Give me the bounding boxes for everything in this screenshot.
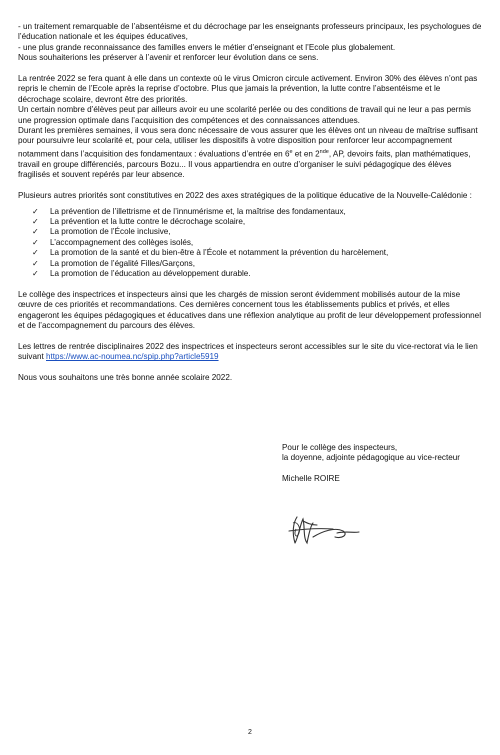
checkmark-icon: ✓ — [32, 227, 39, 237]
signatory-name: Michelle ROIRE — [282, 474, 340, 484]
intro-line-1: - un traitement remarquable de l’absentéisme et du décrochage par les enseignants professeurs principaux, les psychologues de l’éducation nationale et les équipes éducatives, — [18, 22, 482, 42]
signature-line-2: la doyenne, adjointe pédagogique au vice-recteur — [282, 453, 460, 463]
list-item: ✓ La prévention de l’illettrisme et de l’innumérisme et, la maîtrise des fondamentaux, — [32, 206, 346, 216]
signature-block — [282, 443, 482, 485]
article-link[interactable]: https://www.ac-noumea.nc/spip.php?article5919 — [46, 352, 219, 362]
checkmark-icon: ✓ — [32, 217, 39, 226]
handwritten-signature — [283, 513, 363, 547]
list-item: ✓ La promotion de l’éducation au développement durable. — [32, 269, 251, 279]
priorities-list — [32, 207, 482, 280]
closing-line: Nous vous souhaitons une très bonne année scolaire 2022. — [18, 373, 233, 383]
intro-line-3: Nous souhaiterions les préserver à l’avenir et renforcer leur évolution dans ce sens. — [18, 53, 319, 63]
paragraph-eleves: Un certain nombre d’élèves peut par ailleurs avoir eu une scolarité perlée ou des conditions de travail qui ne leur a pas permis une progression optimale dans l’acquisition des compétences et des connaissances attendues. — [18, 105, 471, 125]
superscript-e: e — [289, 148, 293, 155]
paragraph-semaines-part-b: et en 2 — [292, 149, 320, 159]
page-number: 2 — [248, 729, 252, 736]
priorities-intro: Plusieurs autres priorités sont constitutives en 2022 des axes stratégiques de la politique éducative de la Nouvelle-Calédonie : — [18, 191, 472, 201]
list-item: ✓ La prévention et la lutte contre le décrochage scolaire, — [32, 217, 246, 226]
list-item: ✓ L’accompagnement des collèges isolés, — [32, 237, 194, 247]
list-item: ✓ La promotion de l’École inclusive, — [32, 227, 171, 237]
paragraph-semaines — [18, 126, 482, 181]
checkmark-icon: ✓ — [32, 248, 39, 258]
paragraph-lettres: Les lettres de rentrée disciplinaires 2022 des inspectrices et inspecteurs seront accessibles sur le site du vice-rectorat via le lien suivant https://www.ac-noumea.nc/spip.php?article5919 — [18, 341, 478, 362]
checkmark-icon: ✓ — [32, 258, 39, 268]
checkmark-icon: ✓ — [32, 206, 39, 216]
superscript-nde: nde — [319, 148, 329, 155]
paragraph-college: Le collège des inspectrices et inspecteurs ainsi que les chargés de mission seront évidemment mobilisés autour de la mise œuvre de ces priorités et recommandations. Ces dernières concernent tous les établissements publics et privés, et elles engageront les équipes pédagogiques et éducatives dans une réflexion analytique au profit de leur développement professionnel et de l’accompagnement du parcours des élèves. — [18, 289, 482, 331]
signature-line-1: Pour le collège des inspecteurs, — [282, 443, 398, 452]
list-item: ✓ La promotion de l’égalité Filles/Garçons, — [32, 258, 195, 268]
checkmark-icon: ✓ — [32, 237, 39, 247]
checkmark-icon: ✓ — [32, 269, 39, 279]
paragraph-semaines-part-c: , AP, devoirs faits, plan mathématiques, travail en groupe différenciés, parcours Bozu... Il vous appartiendra en outre d’organiser le suivi pédagogique des élèves fragilisés et souvent repérés par leur absence. — [18, 149, 471, 180]
paragraph-semaines-part-a: Durant les premières semaines, il vous sera donc nécessaire de vous assurer que les élèves ont un niveau de maîtrise suffisant pour poursuivre leur scolarité et, pour cela, utiliser les dispositifs à votre disposition pour renforcer leur accompagnement notamment dans l’acquisition des fondamentaux : évaluations d’entrée en 6 — [18, 126, 478, 159]
letter-body — [18, 22, 482, 383]
intro-line-2: - une plus grande reconnaissance des familles envers le métier d’enseignant et l’Ecole plus globalement. — [18, 42, 396, 52]
paragraph-omicron: La rentrée 2022 se fera quant à elle dans un contexte où le virus Omicron circule activement. Environ 30% des élèves n’ont pas repris le chemin de l’Ecole après la reprise d’octobre. Plus que jamais la prévention, la lutte contre l’absentéisme et le décrochage scolaire, devront être des priorités. — [18, 74, 478, 104]
list-item: ✓ La promotion de la santé et du bien-être à l’École et notamment la prévention du harcèlement, — [32, 248, 389, 258]
